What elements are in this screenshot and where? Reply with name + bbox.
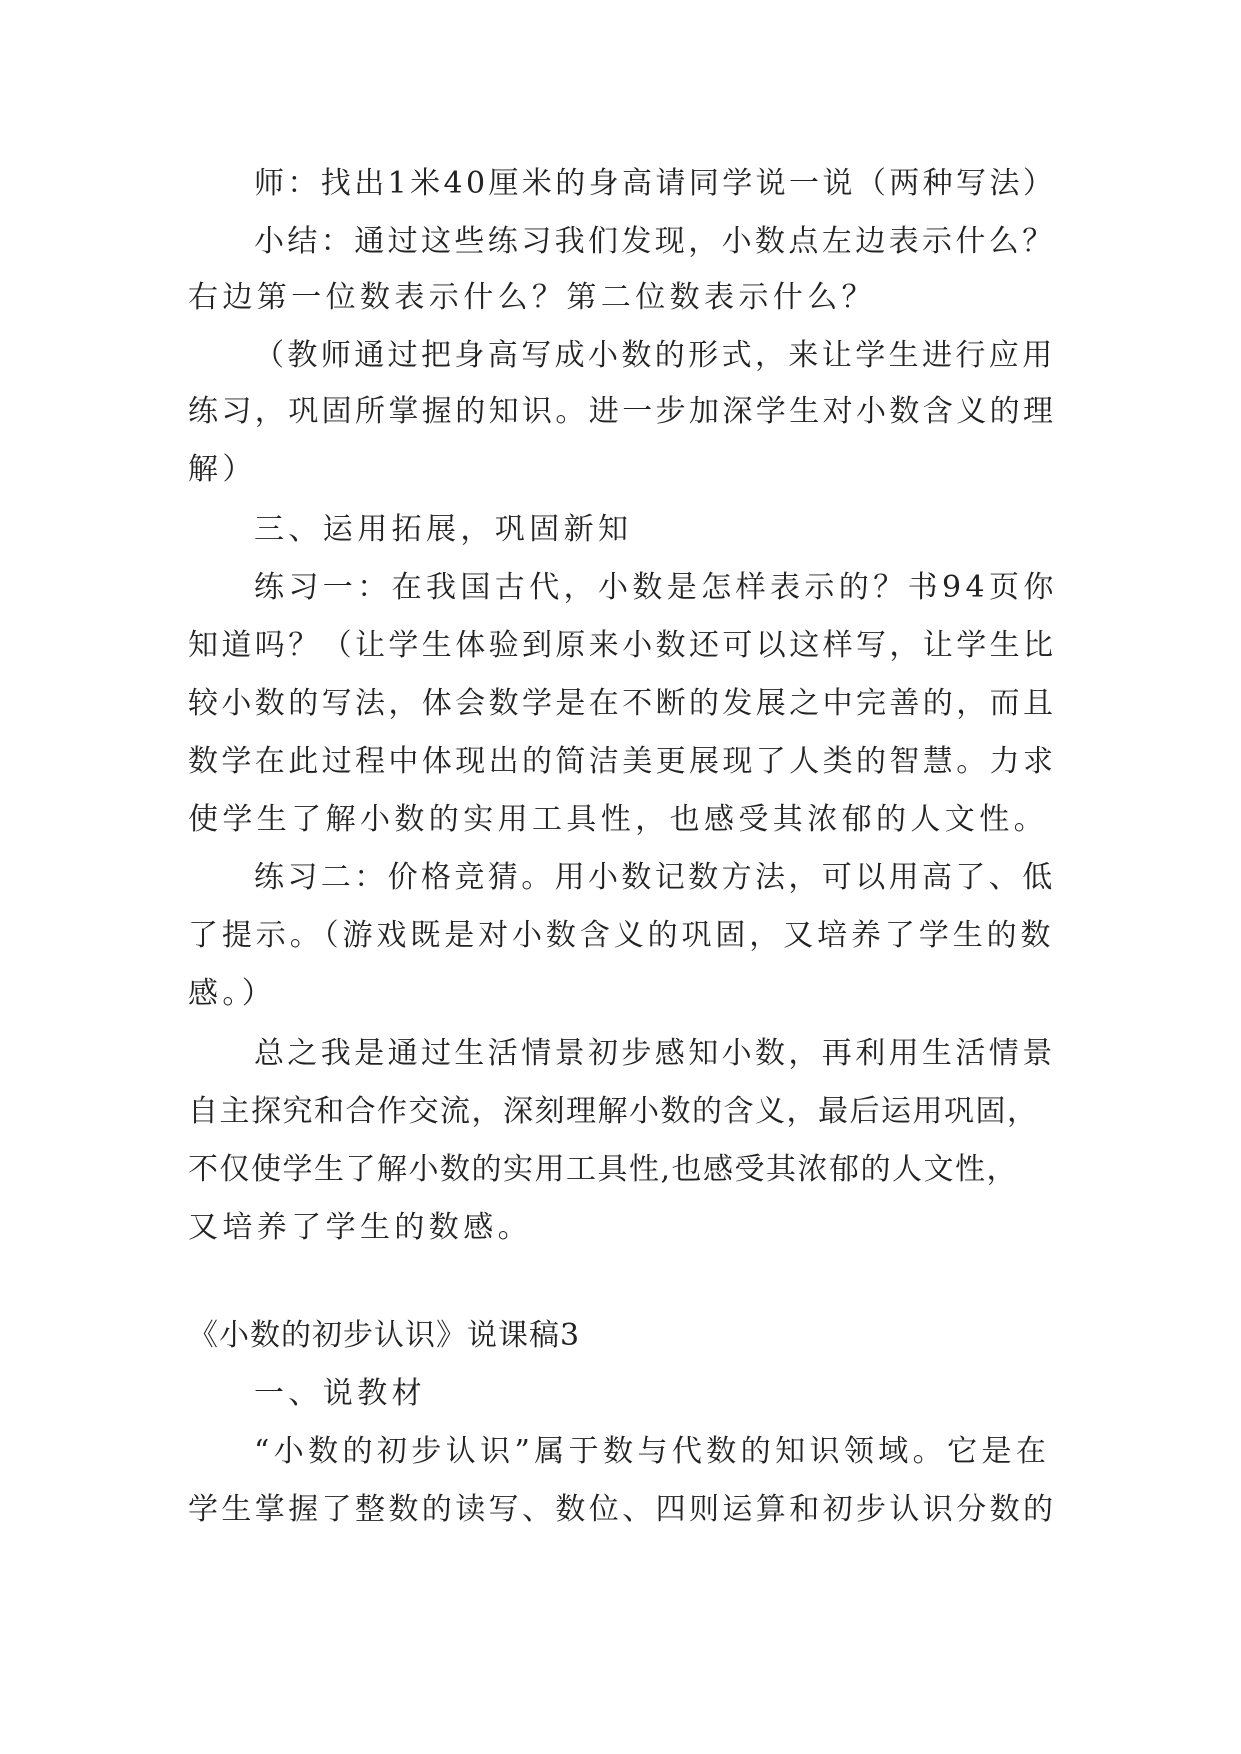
paragraph-line: 较小数的写法，体会数学是在不断的发展之中完善的，而且: [188, 686, 1057, 721]
section-heading: 一、说教材: [254, 1376, 426, 1411]
paragraph-line: 使学生了解小数的实用工具性，也感受其浓郁的人文性。: [188, 802, 1048, 837]
document-title: 《小数的初步认识》说课稿3: [188, 1318, 581, 1353]
paragraph-line: 数学在此过程中体现出的简洁美更展现了人类的智慧。力求: [188, 744, 1057, 779]
paragraph-line: 自主探究和合作交流，深刻理解小数的含义，最后运用巩固，: [188, 1094, 1039, 1129]
paragraph-line: 不仅使学生了解小数的实用工具性,也感受其浓郁的人文性，: [188, 1152, 1019, 1187]
paragraph-line: 知道吗？（让学生体验到原来小数还可以这样写，让学生比: [188, 628, 1057, 663]
paragraph-line: 又培养了学生的数感。: [188, 1210, 532, 1245]
paragraph-line: 练习二：价格竞猜。用小数记数方法，可以用高了、低: [254, 860, 1056, 895]
paragraph-line: 小结：通过这些练习我们发现，小数点左边表示什么？: [254, 224, 1056, 259]
paragraph-line: 右边第一位数表示什么？第二位数表示什么？: [188, 280, 876, 315]
paragraph-line: 师：找出1米40厘米的身高请同学说一说（两种写法）: [254, 166, 1057, 201]
paragraph-line: 练习，巩固所掌握的知识。进一步加深学生对小数含义的理: [188, 394, 1057, 429]
paragraph-line: 解）: [188, 452, 257, 487]
paragraph-line: （教师通过把身高写成小数的形式，来让学生进行应用: [254, 338, 1056, 373]
section-heading: 三、运用拓展，巩固新知: [254, 512, 633, 547]
paragraph-line: 了提示。（游戏既是对小数含义的巩固，又培养了学生的数: [188, 918, 1055, 953]
paragraph-line: 感。）: [188, 976, 277, 1011]
paragraph-line: 学生掌握了整数的读写、数位、四则运算和初步认识分数的: [188, 1492, 1057, 1527]
paragraph-line: “小数的初步认识”属于数与代数的知识领域。它是在: [254, 1434, 1051, 1469]
paragraph-line: 总之我是通过生活情景初步感知小数，再利用生活情景: [254, 1036, 1056, 1071]
paragraph-line: 练习一：在我国古代，小数是怎样表示的？书94页你: [254, 570, 1058, 605]
